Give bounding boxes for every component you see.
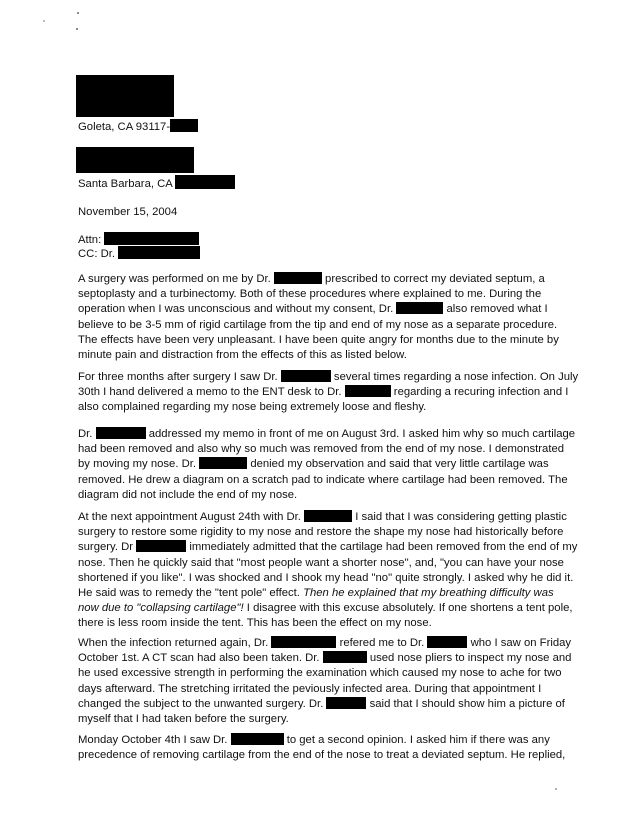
text-line <box>78 697 565 712</box>
text-segment: changed the subject to the unwanted surgery. Dr. <box>78 697 324 710</box>
paragraph-3 <box>78 427 576 503</box>
paragraph-6 <box>78 733 566 763</box>
text-line <box>78 540 578 555</box>
letter-date: November 15, 2004 <box>78 206 178 218</box>
text-line: shortened if you like". I was shocked and I shook my head "no" quite strongly. I asked why he did it. <box>78 571 574 584</box>
text-segment: addressed my memo in front of me on August 3rd. I asked him why so much cartilage <box>148 428 576 440</box>
text-line: believe to be 3-5 mm of rigid cartilage from the tip and end of my nose as a separate procedure. <box>78 318 558 331</box>
text-line: precedence of removing cartilage from the end of the nose to treat a deviated septum. He replied, <box>78 749 566 762</box>
text-line <box>78 601 573 616</box>
sender-address <box>78 119 198 135</box>
cc-line <box>78 246 200 262</box>
text-segment: A surgery was performed on me by Dr. <box>78 273 271 285</box>
text-segment: prescribed to correct my deviated septum, a <box>321 273 545 285</box>
text-line: myself that I had taken before the surgery. <box>78 713 289 726</box>
redacted-recipient-name <box>76 147 194 173</box>
text-line: removed. He drew a diagram on a scratch pad to indicate where cartilage had been removed. The <box>78 473 568 486</box>
recipient-address <box>78 175 235 192</box>
text-line: surgery to restore some rigidity to my nose and restore the shape my nose had historically before <box>78 526 564 539</box>
text-line <box>78 636 572 651</box>
text-segment: used nose pliers to inspect my nose and <box>369 652 572 665</box>
italic-statement: Then he explained that my breathing difficulty was <box>303 587 554 600</box>
redacted-doctor <box>323 651 367 663</box>
redacted-attn <box>104 232 199 245</box>
text-line <box>78 586 554 601</box>
text-segment: by moving my nose. Dr. <box>78 458 197 471</box>
redacted-doctor <box>304 510 352 522</box>
scan-speck <box>77 12 79 14</box>
text-line <box>78 272 554 287</box>
text-segment: When the infection returned again, Dr. <box>78 637 269 649</box>
text-segment: He said was to remedy the "tent pole" effect. <box>78 587 304 600</box>
text-line <box>78 651 572 666</box>
redacted-doctor <box>396 302 443 314</box>
text-segment: Monday October 4th I saw Dr. <box>78 734 228 746</box>
paragraph-1 <box>78 272 559 363</box>
redacted-zip <box>170 119 198 132</box>
text-line <box>78 733 554 748</box>
paragraph-2 <box>78 370 579 416</box>
text-segment: I said that I was considering getting plastic <box>355 511 567 523</box>
text-segment: now due to "collapsing cartilage"! <box>78 602 244 615</box>
text-line <box>78 385 569 400</box>
paragraph-4 <box>78 510 578 632</box>
text-segment: also removed what I <box>446 303 548 316</box>
redacted-doctor <box>231 733 284 745</box>
text-line: had been removed and also why so much was removed from the end of my nose. I demonstrated <box>78 443 565 456</box>
text-line: also complained regarding my nose being extremely loose and fleshy. <box>78 401 427 414</box>
scan-speck <box>76 28 78 30</box>
text-segment: I disagree with this excuse absolutely. If one shortens a tent pole, <box>243 602 573 615</box>
sender-city: Goleta, CA 93117- <box>78 121 171 133</box>
text-segment: At the next appointment August 24th with Dr. <box>78 511 301 523</box>
text-line: days afterward. The stretching irritated the peviously infected area. During that appointment I <box>78 682 542 695</box>
redacted-doctor <box>326 697 366 709</box>
redacted-cc <box>118 246 200 259</box>
redacted-doctor <box>427 636 467 648</box>
text-segment: to get a second opinion. I asked him if there was any <box>286 734 550 746</box>
text-line <box>78 457 554 472</box>
redacted-doctor <box>136 540 186 552</box>
text-line: diagram did not include the end of my nose. <box>78 488 298 501</box>
attn-label: Attn: <box>78 234 102 246</box>
text-segment: denied my observation and said that very little cartilage was <box>250 458 549 471</box>
redacted-doctor <box>199 457 247 469</box>
text-line <box>78 427 576 442</box>
redacted-sender-name <box>76 75 174 117</box>
text-segment: said that I should show him a picture of <box>366 697 565 710</box>
text-segment: refered me to Dr. <box>339 637 425 649</box>
text-segment: surgery. Dr <box>78 541 134 554</box>
text-line <box>78 370 579 385</box>
recipient-city: Santa Barbara, CA <box>78 178 173 190</box>
text-segment: Dr. <box>78 428 93 440</box>
text-segment: For three months after surgery I saw Dr. <box>78 371 278 383</box>
paragraph-5 <box>78 636 572 727</box>
text-line: he used excessive strength in performing the examination which caused my nose to ache for two <box>78 667 562 680</box>
redacted-doctor <box>345 385 391 397</box>
text-line <box>78 302 554 317</box>
text-segment: operation when I was unconscious and without my consent, Dr. <box>78 303 394 316</box>
text-line: nose. Then he quickly said that "most people want a shorter nose", and, "you can have your nose <box>78 556 564 569</box>
redacted-doctor <box>281 370 331 382</box>
redacted-doctor <box>271 636 336 648</box>
text-segment: 30th I hand delivered a memo to the ENT desk to Dr. <box>78 386 342 399</box>
text-line: septoplasty and a turbinectomy. Both of these procedures where explained to me. During the <box>78 288 542 301</box>
redacted-street <box>175 175 235 189</box>
text-segment: immediately admitted that the cartilage had been removed from the end of my <box>189 541 578 554</box>
scan-speck <box>555 788 557 790</box>
text-segment: October 1st. A CT scan had also been taken. Dr. <box>78 652 320 665</box>
redacted-doctor <box>96 427 146 439</box>
text-segment: who I saw on Friday <box>470 637 572 649</box>
text-segment: regarding a recuring infection and I <box>390 386 569 399</box>
redacted-doctor <box>274 272 322 284</box>
scan-speck <box>43 20 45 22</box>
text-line: minute pain and distraction from the effects of this as listed below. <box>78 349 407 362</box>
text-line <box>78 510 567 525</box>
text-line: there is less room inside the tent. This has been the effect on my nose. <box>78 617 432 630</box>
text-segment: several times regarding a nose infection. On July <box>330 371 579 383</box>
cc-label: CC: Dr. <box>78 248 116 260</box>
text-line: The effects have been very unpleasant. I have been quite angry for months due to the minute by <box>78 333 559 346</box>
